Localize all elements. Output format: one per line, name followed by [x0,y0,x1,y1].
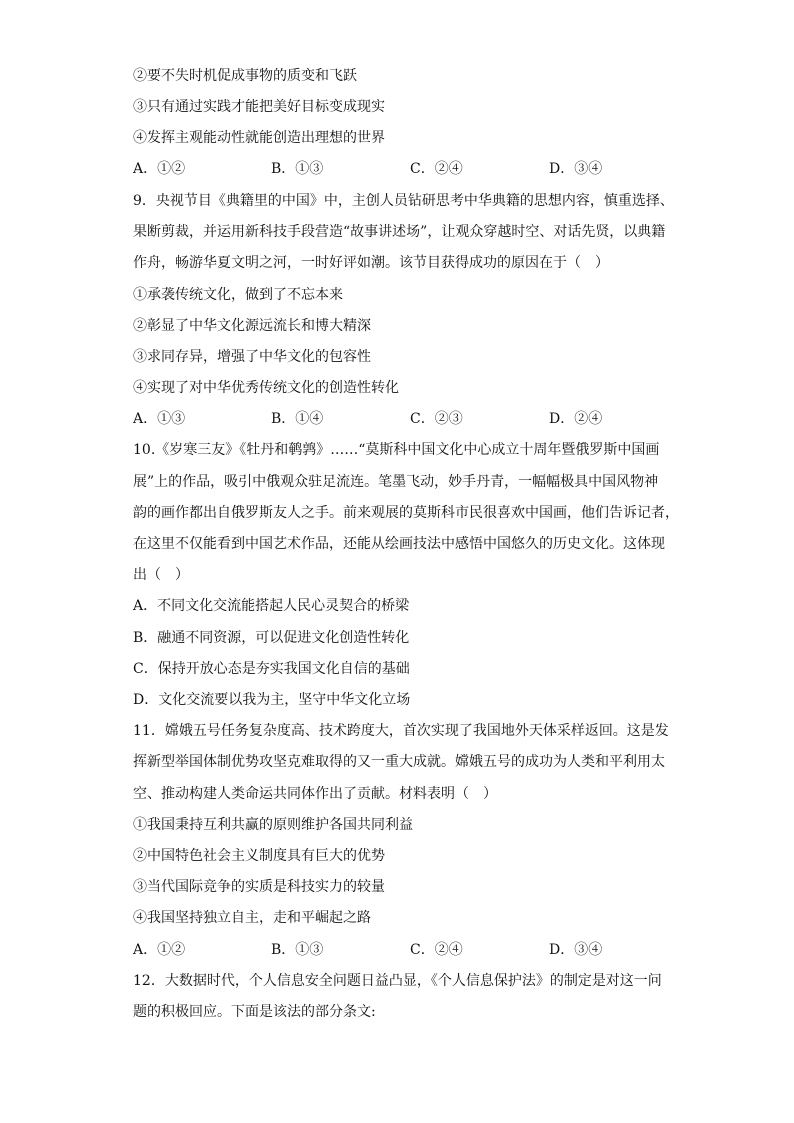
q11-item-2: ②中国特色社会主义制度具有巨大的优势 [133,848,385,864]
q9-option-a: A．①③ [133,411,186,427]
q10-option-a: A．不同文化交流能搭起人民心灵契合的桥梁 [133,598,410,614]
q10-option-d: D．文化交流要以我为主，坚守中华文化立场 [133,692,411,708]
q10-stem-line-4: 在这里不仅能看到中国艺术作品，还能从绘画技法中感悟中国悠久的历史文化。这体现 [133,536,665,552]
q8-option-b: B．①③ [271,161,324,177]
q11-option-c: C．②④ [410,942,463,958]
q11-stem-line-3: 空、推动构建人类命运共同体作出了贡献。材料表明（ ） [133,786,497,802]
q9-item-2: ②彰显了中华文化源远流长和博大精深 [133,318,371,334]
q9-item-1: ①承袭传统文化，做到了不忘本来 [133,287,343,303]
q12-stem-line-1: 12．大数据时代，个人信息安全问题日益凸显，《个人信息保护法》的制定是对这一问 [133,973,662,989]
q9-option-d: D．②④ [549,411,603,427]
q9-item-4: ④实现了对中华优秀传统文化的创造性转化 [133,380,399,396]
q11-stem-line-1: 11．嫦娥五号任务复杂度高、技术跨度大，首次实现了我国地外天体采样返回。这是发 [133,723,669,739]
q9-stem-line-1: 9．央视节目《典籍里的中国》中，主创人员钻研思考中华典籍的思想内容，慎重选择、 [133,193,674,209]
q9-stem-line-3: 作舟，畅游华夏文明之河，一时好评如潮。该节目获得成功的原因在于（ ） [133,255,609,271]
q11-options [133,940,673,960]
q11-item-4: ④我国坚持独立自主，走和平崛起之路 [133,910,371,926]
q9-option-b: B．①④ [271,411,324,427]
q10-stem-line-2: 展”上的作品，吸引中俄观众驻足流连。笔墨飞动，妙手丹青，一幅幅极具中国风物神 [133,474,659,490]
q10-stem-line-1: 10.《岁寒三友》《牡丹和鹌鹑》……“莫斯科中国文化中心成立十周年暨俄罗斯中国画 [133,442,660,458]
q11-option-d: D．③④ [549,942,603,958]
q8-item-4: ④发挥主观能动性就能创造出理想的世界 [133,130,385,146]
q11-item-1: ①我国秉持互利共赢的原则维护各国共同利益 [133,817,413,833]
q9-options [133,409,673,429]
q8-option-a: A．①② [133,161,186,177]
q9-item-3: ③求同存异，增强了中华文化的包容性 [133,349,371,365]
q9-stem-line-2: 果断剪裁，并运用新科技手段营造“故事讲述场”，让观众穿越时空、对话先贤，以典籍 [133,224,666,240]
q8-option-c: C．②④ [410,161,463,177]
q8-item-3: ③只有通过实践才能把美好目标变成现实 [133,99,385,115]
q10-stem-line-5: 出（ ） [133,567,189,583]
q10-stem-line-3: 韵的画作都出自俄罗斯友人之手。前来观展的莫斯科市民很喜欢中国画，他们告诉记者， [133,505,679,521]
q12-stem-line-2: 题的积极回应。下面是该法的部分条文: [133,1004,376,1020]
q11-option-b: B．①③ [271,942,324,958]
q11-stem-line-2: 挥新型举国体制优势攻坚克难取得的又一重大成就。嫦娥五号的成功为人类和平利用太 [133,754,665,770]
q10-option-b: B．融通不同资源，可以促进文化创造性转化 [133,630,410,646]
q8-item-2: ②要不失时机促成事物的质变和飞跃 [133,68,357,84]
q8-options [133,159,673,179]
q9-option-c: C．②③ [410,411,463,427]
q8-option-d: D．③④ [549,161,603,177]
q10-option-c: C．保持开放心态是夯实我国文化自信的基础 [133,661,410,677]
q11-item-3: ③当代国际竞争的实质是科技实力的较量 [133,879,385,895]
q11-option-a: A．①② [133,942,186,958]
